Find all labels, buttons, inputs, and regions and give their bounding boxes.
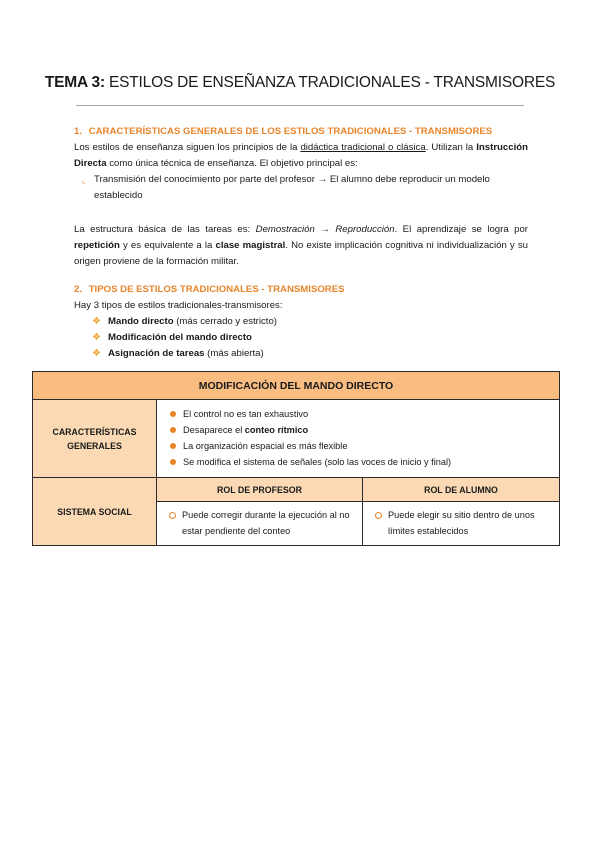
dot-bullet-icon: [170, 459, 176, 465]
profesor-text: Puede corregir durante la ejecución al no estar pendiente del conteo: [182, 510, 350, 536]
item-text: La organización espacial es más flexible: [183, 441, 348, 451]
text-run: . Utilizan la: [425, 142, 477, 153]
text-run: . No existe implicación cognitiva ni individualización y su origen proviene de la formación militar.: [74, 240, 528, 267]
diamond-bullet-icon: ❖: [92, 332, 101, 343]
list-item-bold: Modificación del mando directo: [108, 332, 252, 343]
section-2-intro: Hay 3 tipos de estilos tradicionales-transmisores:: [74, 300, 283, 311]
objective-text: Transmisión del conocimiento por parte del profesor → El alumno debe reproducir un modelo establecido: [94, 174, 490, 201]
italic-text: Demostración → Reproducción: [255, 224, 395, 235]
styles-list: [74, 314, 528, 362]
text-run: La estructura básica de las tareas es:: [74, 224, 256, 235]
objective-bullet: [74, 172, 528, 204]
list-item: [170, 454, 550, 470]
row-label-sistema-social: SISTEMA SOCIAL: [33, 478, 157, 546]
list-item: [170, 422, 550, 438]
text-run: Los estilos de enseñanza siguen los principios de la: [74, 142, 301, 153]
section-2-heading: [74, 282, 528, 298]
profesor-cell: [157, 502, 363, 546]
section-2-title: TIPOS DE ESTILOS TRADICIONALES - TRANSMISORES: [88, 284, 345, 295]
didactica-link-text: didáctica tradicional o clásica: [300, 142, 426, 153]
list-item-rest: (más cerrado y estricto): [173, 316, 277, 327]
col-header-profesor: ROL DE PROFESOR: [157, 478, 363, 502]
dot-bullet-icon: [170, 427, 176, 433]
section-1-heading: [74, 124, 528, 140]
text-run: como única técnica de enseñanza. El objetivo principal es:: [106, 158, 358, 169]
title-colon: :: [99, 74, 105, 91]
dot-bullet-icon: [170, 443, 176, 449]
list-item-rest: (más abierta): [204, 348, 264, 359]
section-1-title: CARACTERÍSTICAS GENERALES DE LOS ESTILOS TRADICIONALES - TRANSMISORES: [88, 126, 493, 137]
diamond-bullet-icon: ❖: [92, 316, 101, 327]
ring-bullet-icon: [375, 512, 382, 519]
item-text: Desaparece el: [183, 425, 245, 435]
text-run: y es equivalente a la: [119, 240, 216, 251]
dot-bullet-icon: [170, 411, 176, 417]
list-item: [170, 438, 550, 454]
alumno-text: Puede elegir su sitio dentro de unos límites establecidos: [388, 510, 535, 536]
section-1-number: 1.: [74, 126, 83, 137]
section-2-number: 2.: [74, 284, 83, 295]
bold-text: clase magistral: [215, 240, 286, 251]
text-run: . El aprendizaje se logra por: [394, 224, 528, 235]
list-item-bold: Mando directo: [108, 316, 174, 327]
list-item: [92, 330, 528, 346]
table-header: MODIFICACIÓN DEL MANDO DIRECTO: [33, 372, 560, 400]
ring-bullet-icon: [169, 512, 176, 519]
title-text: ESTILOS DE ENSEÑANZA TRADICIONALES - TRANSMISORES: [104, 74, 556, 91]
col-header-alumno: ROL DE ALUMNO: [363, 478, 560, 502]
item-text: El control no es tan exhaustivo: [183, 409, 309, 419]
list-item: [170, 406, 550, 422]
bold-text: repetición: [74, 240, 120, 251]
title-prefix: TEMA 3: [44, 74, 100, 91]
title-divider: [76, 105, 524, 106]
row-label-caracteristicas: CARACTERÍSTICAS GENERALES: [33, 400, 157, 478]
document-body: [74, 124, 528, 362]
caracteristicas-list: [158, 401, 558, 476]
section-1-paragraph-2: [74, 222, 528, 270]
summary-table: [32, 371, 560, 546]
alumno-cell: [363, 502, 560, 546]
item-text: Se modifica el sistema de señales (solo las voces de inicio y final): [183, 457, 452, 467]
arrow-bullet-icon: ◟: [82, 175, 86, 185]
bold-text: Instrucción Directa: [74, 142, 528, 169]
item-bold: conteo rítmico: [244, 425, 309, 435]
diamond-bullet-icon: ❖: [92, 348, 101, 359]
list-item: [92, 346, 528, 362]
page-title: [0, 74, 600, 92]
list-item-bold: Asignación de tareas: [108, 348, 205, 359]
caracteristicas-cell: [157, 400, 560, 478]
list-item: [92, 314, 528, 330]
section-1-paragraph-1: [74, 140, 528, 172]
